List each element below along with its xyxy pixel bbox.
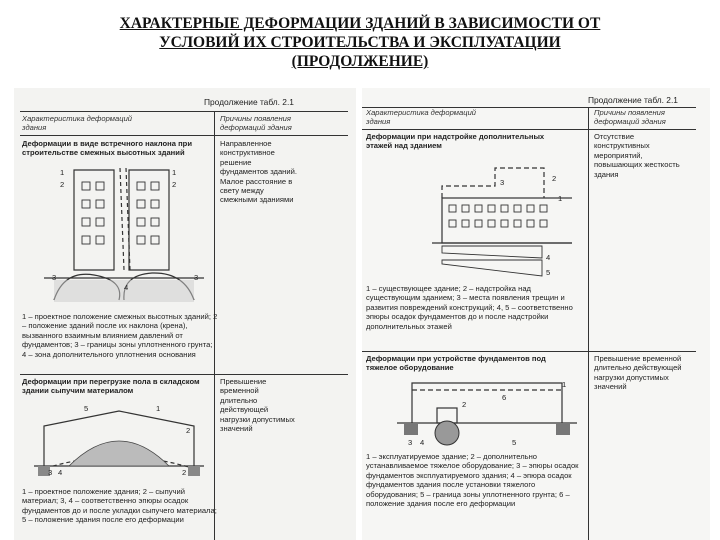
col2-header: Причины появления деформаций здания: [220, 114, 292, 133]
scanned-page-right: [362, 88, 710, 540]
superstructure-diagram: [402, 158, 572, 283]
diagram-label: 3: [408, 438, 413, 447]
diagram-label: 4: [58, 468, 63, 477]
divider: [362, 351, 696, 352]
diagram-label: 3: [52, 273, 57, 282]
title-line-3: (ПРОДОЛЖЕНИЕ): [291, 53, 429, 70]
diagram-label: 4: [546, 253, 551, 262]
col1-header: Характеристика деформаций здания: [366, 108, 477, 127]
title-line-1: ХАРАКТЕРНЫЕ ДЕФОРМАЦИИ ЗДАНИЙ В ЗАВИСИМОСТИ ОТ: [119, 15, 601, 32]
diagram-label: 5: [546, 268, 551, 277]
diagram-label: 6: [502, 393, 507, 402]
title-line-2: УСЛОВИЙ ИХ СТРОИТЕЛЬСТВА И ЭКСПЛУАТАЦИИ: [159, 34, 561, 51]
diagram-label: 3: [48, 468, 53, 477]
row1-cause: Отсутствие конструктивных мероприятий, повышающих жесткость здания: [594, 132, 680, 179]
diagram-label: 2: [186, 426, 191, 435]
row1-title: Деформации при надстройке дополнительных этажей над зданием: [366, 132, 545, 151]
col2-header: Причины появления деформаций здания: [594, 108, 666, 127]
divider: [20, 135, 348, 136]
divider: [362, 129, 696, 130]
row1-title: Деформации в виде встречного наклона при строительстве смежных высотных зданий: [22, 139, 192, 158]
diagram-label: 1: [60, 168, 65, 177]
column-divider: [588, 107, 589, 540]
diagram-label: 3: [194, 273, 199, 282]
continuation-label: Продолжение табл. 2.1: [204, 97, 294, 107]
diagram-label: 5: [512, 438, 517, 447]
row2-title: Деформации при устройстве фундаментов под тяжелое оборудование: [366, 354, 546, 373]
col1-header: Характеристика деформаций здания: [22, 114, 133, 133]
row1-caption: 1 – существующее здание; 2 – надстройка над существующим зданием; 3 – места появления трещин и развития повреждений конструкций; 4, 5 – соответственно эпюры осадок фундаментов до и после надстройки дополнительных этажей: [366, 284, 573, 331]
continuation-label: Продолжение табл. 2.1: [588, 95, 678, 105]
row2-cause: Превышение временной длительно действующей нагрузки допустимых значений: [220, 377, 295, 434]
slide-title: [0, 14, 720, 71]
row2-cause: Превышение временной длительно действующей нагрузки допустимых значений: [594, 354, 682, 392]
diagram-label: 3: [500, 178, 505, 187]
diagram-label: 5: [84, 404, 89, 413]
diagram-label: 4: [420, 438, 425, 447]
diagram-label: 1: [172, 168, 177, 177]
diagram-label: 2: [60, 180, 65, 189]
row1-cause: Направленное конструктивное решение фундаментов зданий. Малое расстояние в свету между смежными зданиями: [220, 139, 297, 205]
row2-caption: 1 – эксплуатируемое здание; 2 – дополнительно устанавливаемое тяжелое оборудование; 3 – эпюры осадок фундаментов эксплуатируемого здания; 4 – эпюра осадок фундаментов здания после установки тяжелого оборудования; 5 – граница зоны уплотненного грунта; 6 – положение здания после его деформации: [366, 452, 579, 509]
diagram-label: 1: [562, 380, 567, 389]
diagram-label: 2: [552, 174, 557, 183]
row2-title: Деформации при перегрузке пола в складском здании сыпучим материалом: [22, 377, 200, 396]
divider: [20, 374, 348, 375]
diagram-label: 2: [182, 468, 187, 477]
diagram-label: 2: [172, 180, 177, 189]
row2-caption: 1 – проектное положение здания; 2 – сыпучий материал; 3, 4 – соответственно эпюры осадок фундаментов до и после укладки сыпучего материала; 5 – положение здания после его деформации: [22, 487, 217, 525]
diagram-label: 1: [558, 194, 563, 203]
row1-caption: 1 – проектное положение смежных высотных зданий; 2 – положение зданий после их наклона (крена), вызванного взаимным влиянием давлений от фундаментов; 3 – границы зоны уплотненного грунта; 4 – зона дополнительного уплотнения основания: [22, 312, 218, 359]
diagram-label: 4: [124, 283, 129, 292]
divider: [20, 111, 348, 112]
diagram-label: 1: [156, 404, 161, 413]
diagram-label: 2: [462, 400, 467, 409]
scanned-page-left: [14, 88, 356, 540]
